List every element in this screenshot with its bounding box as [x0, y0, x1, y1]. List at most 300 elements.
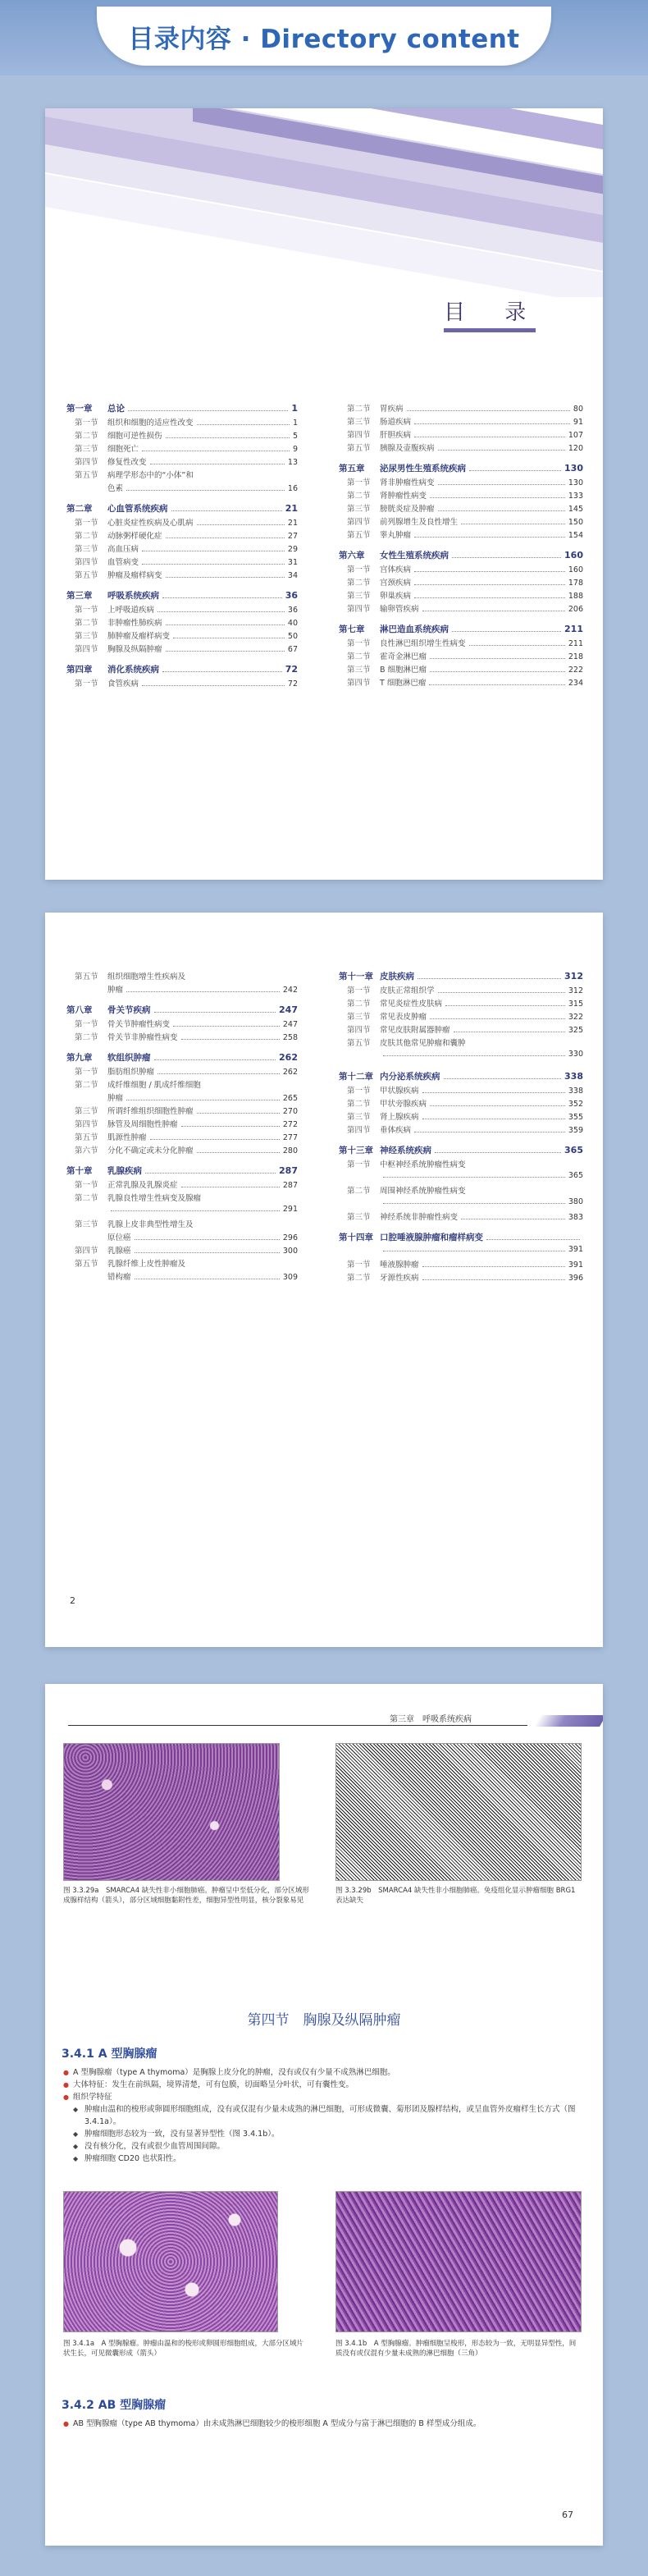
section-page: 36 — [287, 606, 298, 615]
section-number: 第五节 — [75, 972, 98, 981]
section-number: 第一节 — [75, 1020, 98, 1029]
dot-leader — [126, 484, 285, 491]
section-number: 第二节 — [347, 579, 371, 588]
chapter-title: 泌尿男性生殖系统疾病 — [380, 464, 466, 474]
chapter-page: 247 — [279, 1004, 298, 1015]
section-page: 365 — [568, 1171, 583, 1180]
dot-leader — [461, 518, 565, 524]
section-number: 第三节 — [347, 1013, 371, 1022]
section-number: 第四节 — [75, 458, 98, 467]
section-page: 380 — [568, 1197, 583, 1206]
toc-section-entry — [66, 1078, 298, 1091]
section-title: 肝胆疾病 — [380, 431, 412, 440]
section-title: 上呼吸道疾病 — [107, 606, 155, 615]
section-page: 296 — [282, 1233, 298, 1242]
section-title: 前列腺增生及良性增生 — [380, 518, 459, 527]
toc-section-entry — [339, 676, 583, 689]
section-number: 第四节 — [75, 1120, 98, 1129]
toc-section-entry — [339, 402, 583, 415]
section-number: 第五节 — [347, 531, 371, 540]
section-title: 修复性改变 — [107, 458, 147, 467]
section-title: 卵巢疾病 — [380, 592, 412, 601]
section-number: 第一节 — [347, 639, 371, 648]
toc-chapter-group — [66, 589, 298, 656]
toc-column-right — [339, 970, 583, 1284]
dot-leader — [145, 1167, 276, 1174]
toc-section-entry — [339, 1245, 583, 1258]
dot-leader — [166, 432, 290, 438]
dot-leader — [414, 592, 565, 598]
dot-leader — [126, 1094, 280, 1100]
section-title: 第四节 胸腺及纵隔肿瘤 — [247, 2012, 401, 2029]
dot-leader — [181, 1033, 280, 1040]
section-number: 第三节 — [347, 592, 371, 601]
chapter-number: 第二章 — [66, 504, 93, 514]
chapter-number: 第八章 — [66, 1005, 93, 1015]
section-title: 骨关节非肿瘤性病变 — [107, 1033, 178, 1042]
dot-leader — [452, 625, 561, 632]
section-title: 食管疾病 — [107, 679, 139, 689]
toc-section-entry — [66, 416, 298, 429]
toc-section-entry — [66, 442, 298, 455]
section-number: 第五节 — [75, 571, 98, 580]
section-title: 肿瘤及瘤样病变 — [107, 571, 162, 580]
section-title: 动脉粥样硬化症 — [107, 532, 162, 541]
dot-leader — [430, 1013, 565, 1019]
dot-leader — [469, 639, 565, 646]
dot-leader — [150, 458, 285, 464]
section-page: 312 — [568, 986, 583, 995]
dot-leader — [162, 592, 282, 598]
chapter-number: 第六章 — [339, 551, 365, 560]
section-title: 细胞死亡 — [107, 445, 139, 454]
section-page: 315 — [568, 1000, 583, 1009]
sub-bullet-item: ◆ 肿瘤细胞形态较为一致，没有显著异型性（图 3.4.1b）。 — [63, 2128, 580, 2140]
toc-section-entry — [339, 1197, 583, 1210]
chapter-number: 第十三章 — [339, 1146, 373, 1155]
section-page: 330 — [568, 1050, 583, 1059]
section-page: 325 — [568, 1026, 583, 1035]
toc-heading-underline — [444, 328, 536, 332]
dot-leader — [414, 1126, 565, 1132]
section-title: 色素 — [107, 484, 124, 493]
dot-leader — [414, 531, 565, 538]
section-number: 第三节 — [75, 445, 98, 454]
chapter-title: 神经系统疾病 — [380, 1146, 431, 1155]
section-page: 31 — [287, 558, 298, 567]
dot-leader — [142, 445, 290, 451]
section-page: 396 — [568, 1274, 583, 1283]
section-page: 154 — [568, 531, 583, 540]
dot-leader — [435, 1146, 561, 1153]
section-title: 非肿瘤性肺疾病 — [107, 619, 162, 628]
dot-leader — [142, 679, 285, 686]
section-number: 第二节 — [347, 652, 371, 661]
section-title: 脂肪组织肿瘤 — [107, 1068, 155, 1077]
chapter-page: 262 — [279, 1052, 298, 1063]
section-page: 40 — [287, 619, 298, 628]
toc-chapter-group — [339, 623, 583, 689]
section-number: 第三节 — [347, 418, 371, 427]
section-title: 肠道疾病 — [380, 418, 412, 427]
dot-leader — [181, 1181, 280, 1187]
section-title: 细胞可逆性损伤 — [107, 432, 162, 441]
section-number: 第三节 — [347, 505, 371, 514]
section-title: 霍奇金淋巴瘤 — [380, 652, 427, 661]
section-number: 第五节 — [347, 1039, 371, 1048]
section-number: 第五节 — [75, 1133, 98, 1142]
dot-leader — [157, 606, 285, 612]
dot-leader — [445, 1000, 565, 1006]
section-title: 组织和细胞的适应性改变 — [107, 419, 194, 428]
chapter-page: 21 — [285, 503, 298, 514]
section-title: 高血压病 — [107, 545, 139, 554]
section-page: 1 — [292, 419, 298, 428]
toc-section-entry — [339, 489, 583, 502]
toc-section-entry — [66, 1192, 298, 1205]
toc-chapter-group — [66, 1164, 298, 1283]
toc-section-entry — [339, 650, 583, 663]
section-page: 34 — [287, 571, 298, 580]
toc-section-entry — [339, 442, 583, 455]
toc-chapter-entry — [66, 663, 298, 677]
toc-chapter-group — [66, 1051, 298, 1157]
section-title: 乳腺良性增生性病变及腺瘤 — [107, 1194, 202, 1203]
dot-leader — [157, 1068, 280, 1074]
dot-leader — [171, 505, 282, 511]
toc-chapter-entry — [339, 970, 583, 984]
section-page: 352 — [568, 1100, 583, 1109]
section-title: 垂体疾病 — [380, 1126, 412, 1135]
chapter-page: 160 — [564, 550, 583, 560]
dot-leader — [422, 1113, 565, 1119]
dot-leader — [197, 1146, 280, 1153]
toc-section-entry — [66, 542, 298, 556]
toc-section-entry — [66, 1105, 298, 1118]
section-number: 第三节 — [347, 666, 371, 675]
section-number: 第四节 — [347, 518, 371, 527]
toc-section-entry — [339, 1210, 583, 1224]
toc-chapter-entry — [339, 623, 583, 637]
section-page: 270 — [282, 1107, 298, 1116]
chapter-number: 第十章 — [66, 1166, 93, 1176]
section-title: 乳腺纤维上皮性肿瘤及 — [107, 1260, 186, 1269]
section-page: 391 — [568, 1261, 583, 1270]
toc-heading: 目 录 — [444, 300, 543, 325]
toc-section-entry — [339, 576, 583, 589]
dot-leader — [486, 1233, 580, 1240]
section-number: 第一节 — [347, 986, 371, 995]
section-page: 160 — [568, 565, 583, 574]
dot-leader — [166, 645, 285, 652]
section-page: 120 — [568, 444, 583, 453]
toc-section-entry — [66, 469, 298, 482]
section-title: 膀胱炎症及肿瘤 — [380, 505, 435, 514]
toc-section-entry — [66, 429, 298, 442]
toc-section-entry — [66, 1065, 298, 1078]
toc-chapter-entry — [66, 589, 298, 603]
bullet-item: ● AB 型胸腺瘤（type AB thymoma）由未成熟淋巴细胞较少的梭形细胞 A 型成分与富于淋巴细胞的 B 样型成分组成。 — [63, 2418, 580, 2430]
toc-section-entry — [339, 515, 583, 528]
toc-section-entry — [66, 569, 298, 582]
section-title: 肾非肿瘤性病变 — [380, 478, 435, 487]
page-number: 2 — [70, 1595, 75, 1606]
section-page: 218 — [568, 652, 583, 661]
chapter-title: 乳腺疾病 — [107, 1166, 142, 1176]
dot-leader — [430, 1100, 565, 1106]
section-title: 骨关节肿瘤性病变 — [107, 1020, 171, 1029]
toc-section-entry — [339, 1050, 583, 1063]
section-page: 234 — [568, 679, 583, 688]
section-page: 50 — [287, 632, 298, 641]
section-number: 第三节 — [75, 545, 98, 554]
dot-leader — [418, 972, 561, 979]
toc-section-entry — [339, 563, 583, 576]
toc-chapter-entry — [339, 1144, 583, 1158]
toc-section-entry — [339, 1271, 583, 1284]
toc-section-entry — [66, 1218, 298, 1231]
section-number: 第二节 — [75, 1081, 98, 1090]
section-title: 宫颈疾病 — [380, 579, 412, 588]
section-title: 甲状旁腺疾病 — [380, 1100, 427, 1109]
chapter-title: 女性生殖系统疾病 — [380, 551, 449, 560]
dot-leader — [135, 1233, 280, 1240]
section-number: 第四节 — [347, 1026, 371, 1035]
toc-chapter-group — [339, 1144, 583, 1224]
banner-title: 目录内容 · Directory content — [128, 24, 520, 54]
dot-leader — [469, 464, 561, 471]
section-page: 107 — [568, 431, 583, 440]
toc-section-entry — [66, 482, 298, 495]
toc-section-entry — [66, 1257, 298, 1270]
section-title: 血管病变 — [107, 558, 139, 567]
section-title: 宫体疾病 — [380, 565, 412, 574]
section-page: 72 — [287, 679, 298, 689]
section-number: 第四节 — [347, 431, 371, 440]
toc-chapter-group — [339, 1231, 583, 1284]
toc-section-entry — [66, 1091, 298, 1105]
section-title: 周围神经系统肿瘤性病变 — [380, 1187, 466, 1196]
section-title: 肾肿瘤性病变 — [380, 492, 427, 501]
section-title: 唾液腺肿瘤 — [380, 1261, 419, 1270]
section-page: 91 — [573, 418, 583, 427]
dot-leader — [422, 1274, 565, 1280]
toc-section-entry — [339, 428, 583, 442]
section-title: 胸腺及纵隔肿瘤 — [107, 645, 162, 654]
toc-chapter-entry — [66, 1164, 298, 1178]
section-number: 第四节 — [347, 679, 371, 688]
toc-section-entry — [339, 1023, 583, 1036]
dot-leader — [166, 619, 285, 625]
section-title: 皮肤正常组织学 — [380, 986, 435, 995]
section-title: 乳腺癌 — [107, 1247, 131, 1256]
section-page: 13 — [287, 458, 298, 467]
toc-section-entry — [339, 984, 583, 997]
section-number: 第一节 — [75, 519, 98, 528]
figure-caption-3-3-29a: 图 3.3.29a SMARCA4 缺失性非小细胞肺癌。肿瘤呈中至低分化，部分区域形成腺样结构（箭头），部分区域细胞黏附性差，细胞异型性明显，核分裂象易见 — [63, 1887, 309, 1905]
chapter-number: 第四章 — [66, 665, 93, 675]
section-title: 常见炎症性皮肤病 — [380, 1000, 443, 1009]
dot-leader — [414, 579, 565, 585]
dot-leader — [407, 405, 570, 411]
chapter-title: 消化系统疾病 — [107, 665, 159, 675]
toc-chapter-group — [66, 1004, 298, 1044]
chapter-title: 软组织肿瘤 — [107, 1053, 151, 1063]
section-number: 第一节 — [347, 1160, 371, 1169]
dot-leader — [181, 1120, 280, 1127]
section-number: 第二节 — [75, 1194, 98, 1203]
toc-section-entry — [66, 603, 298, 616]
toc-section-entry — [339, 1258, 583, 1271]
section-page: 133 — [568, 492, 583, 501]
section-title: 输卵管疾病 — [380, 605, 419, 614]
chapter-number: 第五章 — [339, 464, 365, 474]
dot-leader — [414, 565, 565, 572]
chapter-title: 口腔唾液腺肿瘤和瘤样病变 — [380, 1233, 483, 1242]
page-number: 67 — [562, 2510, 573, 2520]
section-title: 肾上腺疾病 — [380, 1113, 419, 1122]
section-number: 第六节 — [75, 1146, 98, 1155]
toc-section-entry — [66, 1031, 298, 1044]
section-number: 第二节 — [347, 1100, 371, 1109]
section-title: 肌源性肿瘤 — [107, 1133, 147, 1142]
section-title: 乳腺上皮非典型性增生及 — [107, 1220, 194, 1229]
section-title: 常见皮肤附属器肿瘤 — [380, 1026, 450, 1035]
toc-section-entry — [66, 1270, 298, 1283]
bullet-item: ● A 型胸腺瘤（type A thymoma）是胸腺上皮分化的肿瘤，没有或仅有少量不成熟淋巴细胞。 — [63, 2066, 580, 2079]
section-title: B 细胞淋巴瘤 — [380, 666, 427, 675]
section-page: 277 — [282, 1133, 298, 1142]
section-page: 130 — [568, 478, 583, 487]
section-page: 21 — [287, 519, 298, 528]
toc-chapter-entry — [339, 1231, 583, 1245]
dot-leader — [135, 1247, 280, 1253]
section-number: 第三节 — [75, 1220, 98, 1229]
toc-section-entry — [66, 529, 298, 542]
section-number: 第一节 — [347, 1261, 371, 1270]
dot-leader — [142, 545, 285, 551]
chapter-running-header: 第三章 呼吸系统疾病 — [390, 1715, 472, 1724]
section-number: 第三节 — [347, 1213, 371, 1222]
dot-leader — [142, 558, 285, 565]
toc-chapter-group — [66, 970, 298, 996]
header-decoration — [534, 1715, 603, 1727]
section-title: 皮肤其他常见肿瘤和囊肿 — [380, 1039, 466, 1048]
micrograph-3-3-29a — [63, 1743, 280, 1881]
section-number: 第二节 — [75, 1033, 98, 1042]
dot-leader — [438, 986, 565, 993]
section-number: 第二节 — [75, 432, 98, 441]
toc-section-entry — [339, 1184, 583, 1197]
chapter-page: 365 — [564, 1145, 583, 1155]
section-number: 第五节 — [75, 1260, 98, 1269]
section-number: 第一节 — [75, 679, 98, 689]
toc-chapter-group — [339, 970, 583, 1063]
toc-section-entry — [339, 1084, 583, 1097]
toc-chapter-entry — [66, 402, 298, 416]
section-page: 338 — [568, 1087, 583, 1096]
toc-chapter-entry — [339, 462, 583, 476]
section-page: 265 — [282, 1094, 298, 1103]
dot-leader — [166, 532, 285, 538]
chapter-title: 骨关节疾病 — [107, 1005, 151, 1015]
toc-chapter-group — [339, 1070, 583, 1137]
section-page: 145 — [568, 505, 583, 514]
dot-leader — [135, 1273, 280, 1279]
toc-page-2 — [45, 913, 603, 1647]
toc-section-entry — [66, 983, 298, 996]
figure-caption-3-3-29b: 图 3.3.29b SMARCA4 缺失性非小细胞肺癌。免疫组化显示肿瘤细胞 BRG1 表达缺失 — [335, 1887, 576, 1905]
section-number: 第四节 — [347, 605, 371, 614]
toc-section-entry — [339, 1123, 583, 1137]
section-title: 胃疾病 — [380, 405, 404, 414]
section-title: 良性淋巴组织增生性病变 — [380, 639, 466, 648]
toc-column-left — [66, 970, 298, 1283]
dot-leader — [438, 444, 565, 451]
toc-chapter-entry — [66, 1004, 298, 1018]
section-page: 27 — [287, 532, 298, 541]
figure-caption-3-4-1a: 图 3.4.1a A 型胸腺瘤。肿瘤由温和的梭形或卵圆形细胞组成，大部分区域片状生长，可见微囊形成（箭头） — [63, 2340, 304, 2358]
chapter-page: 312 — [564, 971, 583, 981]
section-number: 第二节 — [75, 532, 98, 541]
toc-section-entry — [339, 637, 583, 650]
section-page: 9 — [292, 445, 298, 454]
section-page: 272 — [282, 1120, 298, 1129]
dot-leader — [150, 1133, 280, 1140]
section-page: 150 — [568, 518, 583, 527]
section-page: 247 — [282, 1020, 298, 1029]
dot-leader — [197, 519, 285, 525]
section-number: 第二节 — [347, 1274, 371, 1283]
toc-section-entry — [339, 1171, 583, 1184]
banner-title-pill — [97, 7, 551, 66]
toc-section-entry — [339, 589, 583, 602]
header-rule — [68, 1725, 527, 1726]
chapter-number: 第十二章 — [339, 1072, 373, 1082]
sub-bullet-item: ◆ 没有核分化，没有或很少血管周围间隙。 — [63, 2140, 580, 2153]
section-number: 第一节 — [75, 606, 98, 615]
dot-leader — [154, 1006, 276, 1013]
section-title: T 细胞淋巴瘤 — [380, 679, 427, 688]
section-body-3-4-1 — [63, 2066, 580, 2165]
section-page: 300 — [282, 1247, 298, 1256]
chapter-page: 130 — [564, 463, 583, 474]
section-title: 成纤维细胞 / 肌成纤维细胞 — [107, 1081, 201, 1090]
section-number: 第一节 — [75, 419, 98, 428]
section-page: 258 — [282, 1033, 298, 1042]
section-title: 神经系统非肿瘤性病变 — [380, 1213, 459, 1222]
section-number: 第三节 — [75, 632, 98, 641]
section-page: 391 — [568, 1245, 583, 1254]
toc-section-entry — [66, 616, 298, 629]
section-number: 第二节 — [347, 1000, 371, 1009]
dot-leader — [111, 1205, 280, 1211]
dot-leader — [383, 1171, 565, 1178]
dot-leader — [173, 632, 285, 638]
toc-section-entry — [66, 970, 298, 983]
toc-chapter-entry — [339, 1070, 583, 1084]
section-body-3-4-2 — [63, 2418, 580, 2430]
section-title: 中枢神经系统肿瘤性病变 — [380, 1160, 466, 1169]
chapter-title: 总论 — [107, 404, 125, 414]
toc-chapter-group — [339, 462, 583, 542]
section-title: 原位癌 — [107, 1233, 131, 1242]
dot-leader — [429, 679, 565, 685]
section-page: 359 — [568, 1126, 583, 1135]
section-number: 第一节 — [347, 478, 371, 487]
section-number: 第一节 — [347, 1087, 371, 1096]
dot-leader — [173, 1020, 280, 1027]
